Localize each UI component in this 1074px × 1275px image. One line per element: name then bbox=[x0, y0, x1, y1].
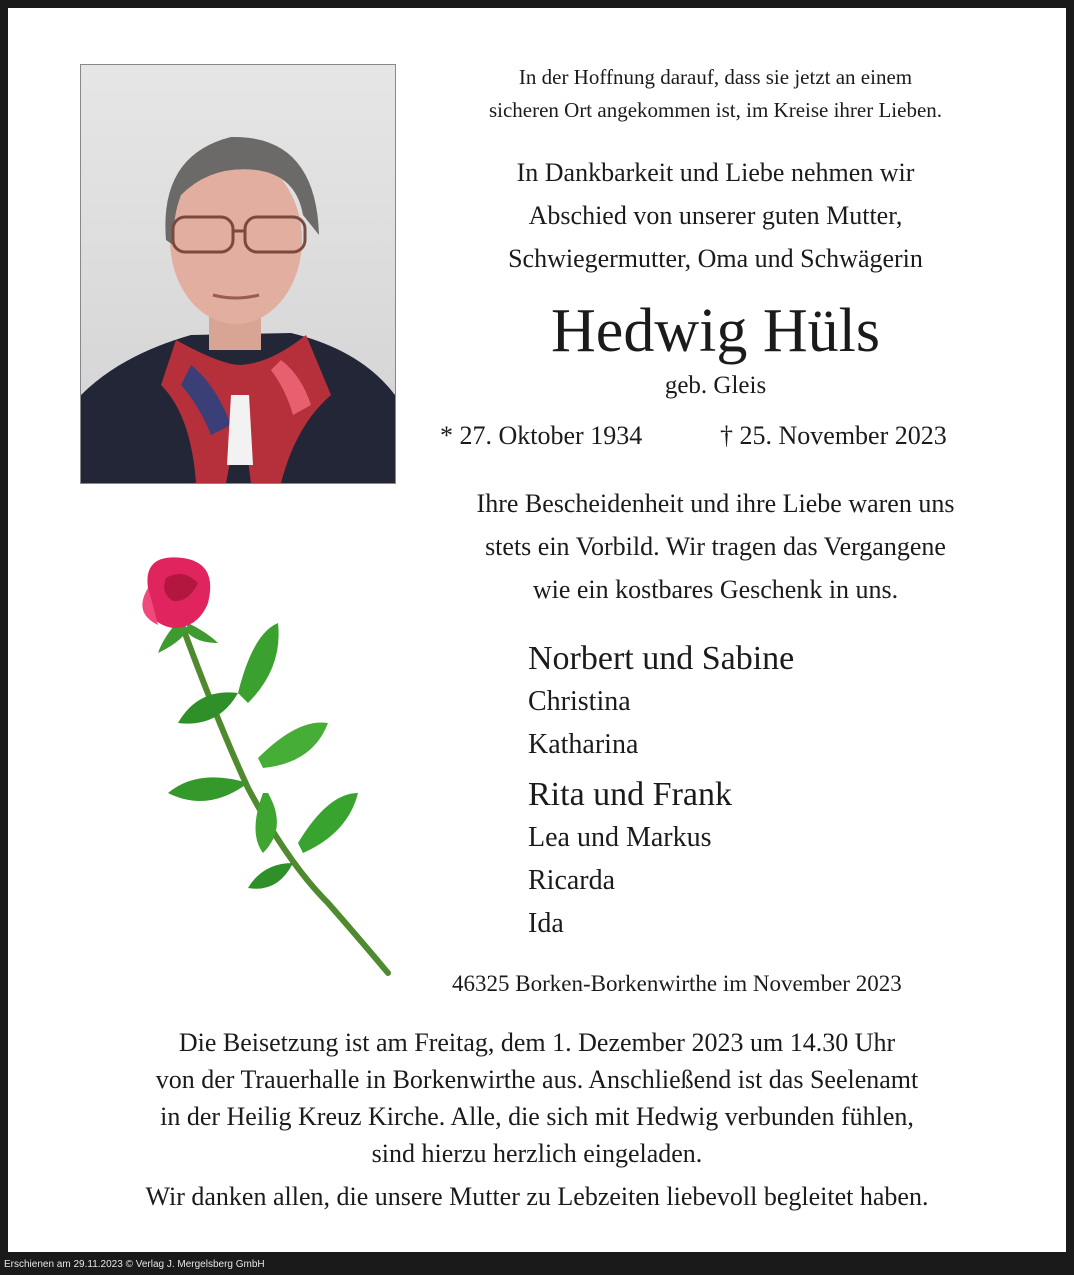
death-date: † 25. November 2023 bbox=[720, 421, 947, 450]
closing-thanks: Wir danken allen, die unsere Mutter zu Lebzeiten liebevoll begleitet haben. bbox=[145, 1182, 929, 1211]
family-member: Ricarda bbox=[528, 865, 616, 896]
farewell-line: Abschied von unserer guten Mutter, bbox=[528, 201, 903, 230]
deceased-name: Hedwig Hüls bbox=[551, 297, 880, 365]
obituary-page bbox=[8, 8, 1066, 1252]
family-member: Katharina bbox=[528, 729, 639, 760]
publication-footer: Erschienen am 29.11.2023 © Verlag J. Mergelsberg GmbH bbox=[4, 1259, 265, 1270]
tribute-line: Ihre Bescheidenheit und ihre Liebe waren uns bbox=[476, 489, 955, 518]
tribute-text bbox=[428, 482, 1003, 611]
funeral-notice bbox=[48, 1024, 1026, 1172]
tribute-line: wie ein kostbares Geschenk in uns. bbox=[532, 575, 899, 604]
intro-line: sicheren Ort angekommen ist, im Kreise ihrer Lieben. bbox=[488, 98, 943, 122]
family-member: Christina bbox=[528, 686, 631, 717]
tribute-line: stets ein Vorbild. Wir tragen das Vergangene bbox=[485, 532, 946, 561]
family-couple: Rita und Frank bbox=[528, 776, 732, 813]
funeral-line: von der Trauerhalle in Borkenwirthe aus. Anschließend ist das Seelenamt bbox=[155, 1065, 919, 1094]
farewell-line: In Dankbarkeit und Liebe nehmen wir bbox=[516, 158, 915, 187]
maiden-name: geb. Gleis bbox=[664, 372, 767, 399]
family-couple: Norbert und Sabine bbox=[528, 640, 795, 677]
portrait-photo bbox=[80, 64, 396, 484]
funeral-line: sind hierzu herzlich eingeladen. bbox=[371, 1139, 703, 1168]
family-list bbox=[528, 638, 794, 945]
funeral-line: Die Beisetzung ist am Freitag, dem 1. Dezember 2023 um 14.30 Uhr bbox=[178, 1028, 896, 1057]
portrait-image bbox=[81, 65, 395, 483]
place-date: 46325 Borken-Borkenwirthe im November 2023 bbox=[452, 971, 902, 996]
family-member: Ida bbox=[528, 908, 564, 939]
family-member: Lea und Markus bbox=[528, 822, 712, 853]
rose-illustration bbox=[88, 543, 408, 983]
farewell-line: Schwiegermutter, Oma und Schwägerin bbox=[508, 244, 923, 273]
funeral-line: in der Heilig Kreuz Kirche. Alle, die sich mit Hedwig verbunden fühlen, bbox=[160, 1102, 914, 1131]
intro-text bbox=[428, 61, 1003, 127]
farewell-text bbox=[428, 151, 1003, 280]
intro-line: In der Hoffnung darauf, dass sie jetzt an einem bbox=[518, 65, 913, 89]
birth-date: * 27. Oktober 1934 bbox=[440, 421, 643, 450]
